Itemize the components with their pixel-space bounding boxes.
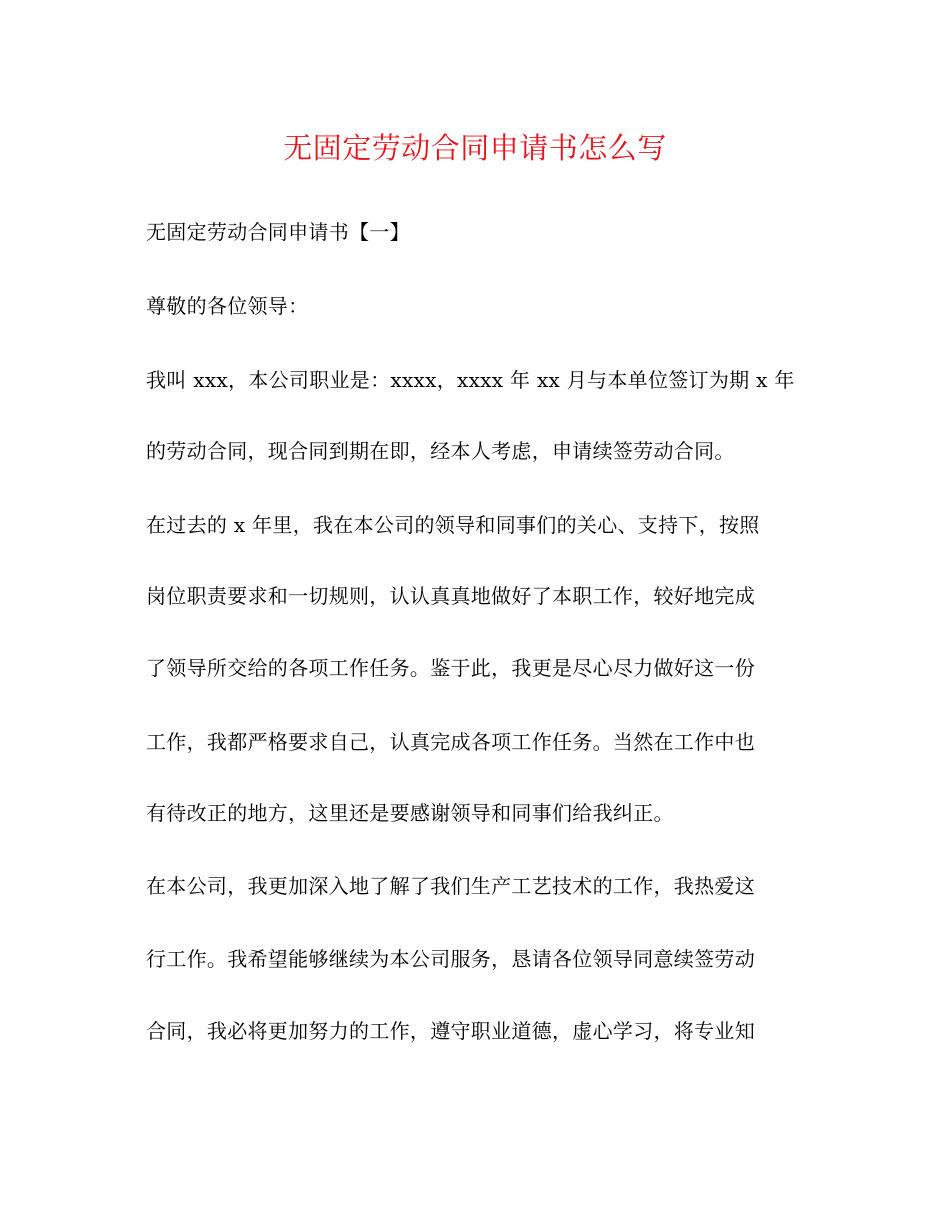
- section-heading: 无固定劳动合同申请书【一】: [146, 220, 410, 244]
- body-line: 工作，我都严格要求自己，认真完成各项工作任务。当然在工作中也: [146, 730, 755, 754]
- body-line: 在过去的 x 年里，我在本公司的领导和同事们的关心、支持下，按照: [146, 513, 760, 537]
- body-line: 了领导所交给的各项工作任务。鉴于此，我更是尽心尽力做好这一份: [146, 656, 755, 680]
- body-line: 岗位职责要求和一切规则，认认真真地做好了本职工作，较好地完成: [146, 584, 755, 608]
- salutation: 尊敬的各位领导：: [146, 294, 309, 318]
- body-line: 合同，我必将更加努力的工作，遵守职业道德，虚心学习，将专业知: [146, 1019, 755, 1043]
- body-line: 的劳动合同，现合同到期在即，经本人考虑，申请续签劳动合同。: [146, 439, 735, 463]
- body-line: 我叫 xxx，本公司职业是：xxxx，xxxx 年 xx 月与本单位签订为期 x 年: [146, 368, 795, 392]
- body-line: 在本公司，我更加深入地了解了我们生产工艺技术的工作，我热爱这: [146, 874, 755, 898]
- body-line: 有待改正的地方，这里还是要感谢领导和同事们给我纠正。: [146, 801, 674, 825]
- document-title: 无固定劳动合同申请书怎么写: [283, 131, 667, 165]
- body-line: 行工作。我希望能够继续为本公司服务，恳请各位领导同意续签劳动: [146, 947, 755, 971]
